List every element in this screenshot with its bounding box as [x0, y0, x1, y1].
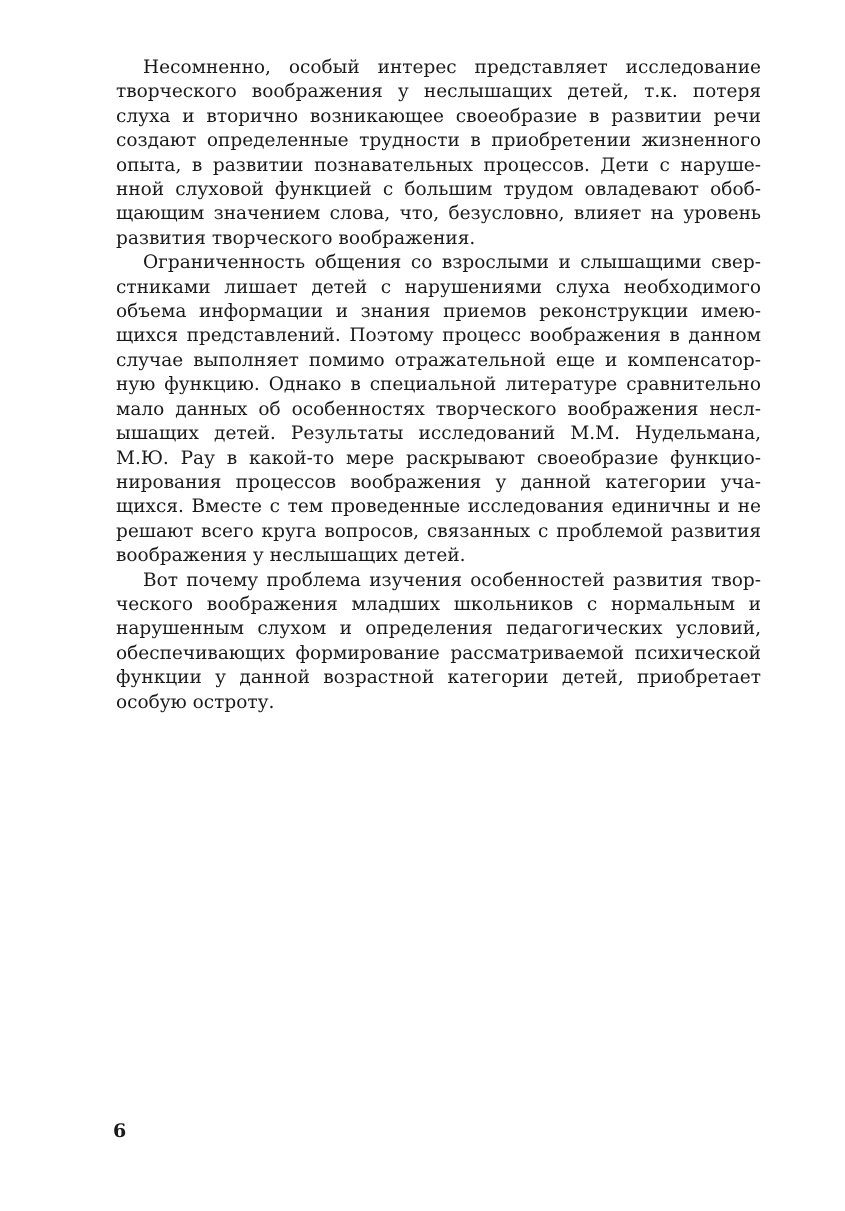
paragraph-3: Вот почему проблема изучения особенностей развития творческого воображения младших школьников с нормальным и нарушенным слухом и определения педагогических условий, обеспечивающих формирование рассматриваемой психической функции у данной возрастной категории детей, приобретает особую остроту. [116, 569, 761, 713]
paragraph-1: Несомненно, особый интерес представляет исследование творческого воображения у неслышащих детей, т.к. потеря слуха и вторично возникающее своеобразие в развитии речи создают определенные трудности в приобретении жизненного опыта, в развитии познавательных процессов. Дети с нарушенной слуховой функцией с большим трудом овладевают обобщающим значением слова, что, безусловно, влияет на уровень развития творческого воображения. [116, 57, 761, 249]
body-text [116, 56, 761, 715]
page-number: 6 [113, 1120, 127, 1142]
paragraph-2: Ограниченность общения со взрослыми и слышащими сверстниками лишает детей с нарушениями слуха необходимого объема информации и знания приемов реконструкции имеющихся представлений. Поэтому процесс воображения в данном случае выполняет помимо отражательной еще и компенсаторную функцию. Однако в специальной литературе сравнительно мало данных об особенностях творческого воображения неслышащих детей. Результаты исследований М.М. Нудельмана, М.Ю. Рау в какой-то мере раскрывают своеобразие функционирования процессов воображения у данной категории учащихся. Вместе с тем проведенные исследования единичны и не решают всего круга вопросов, связанных с проблемой развития воображения у неслышащих детей. [116, 252, 761, 567]
